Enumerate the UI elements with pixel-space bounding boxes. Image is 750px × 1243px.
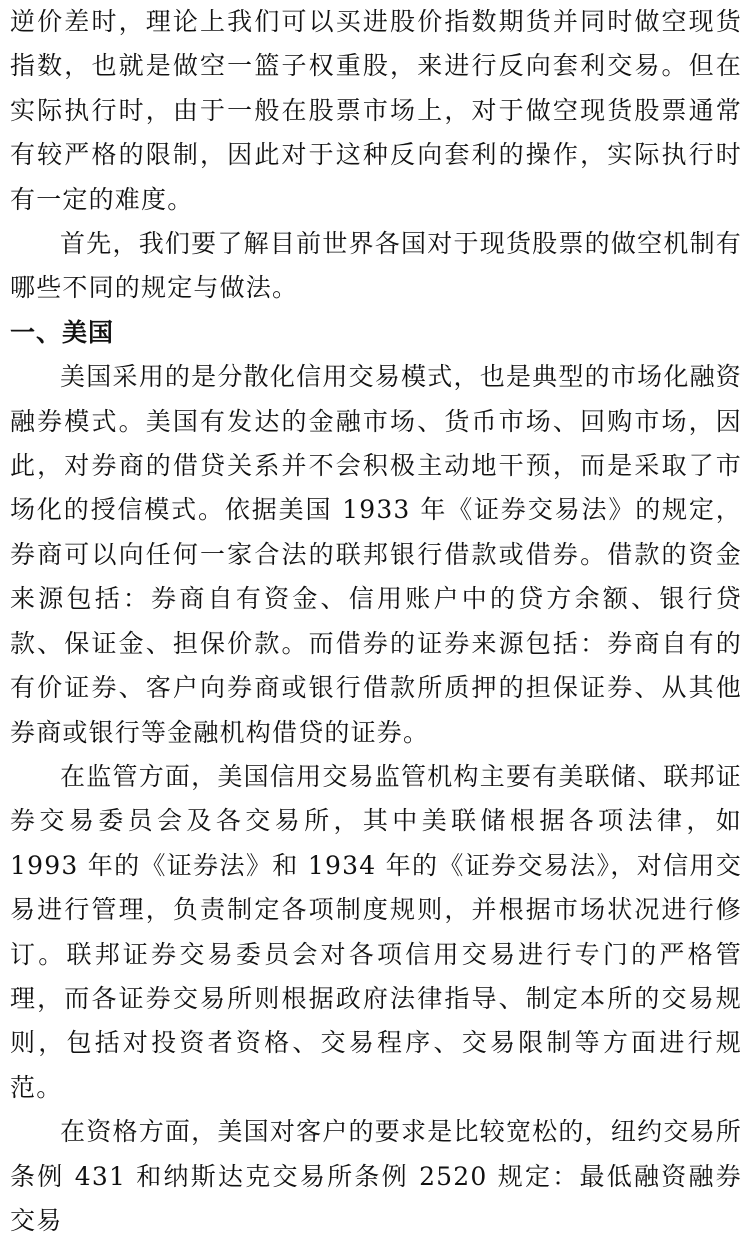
paragraph-usa-credit-model: 美国采用的是分散化信用交易模式，也是典型的市场化融资融券模式。美国有发达的金融市场、货币市场、回购市场，因此，对券商的借贷关系并不会积极主动地干预，而是采取了市场化的授信模式。依据美国 1933 年《证券交易法》的规定，券商可以向任何一家合法的联邦银行借款或借券。借款的资金来源包括：券商自有资金、信用账户中的贷方余额、银行贷款、保证金、担保价款。而借券的证券来源包括：券商自有的有价证券、客户向券商或银行借款所质押的担保证券、从其他券商或银行等金融机构借贷的证券。 [10,362,742,747]
document-page [10,0,742,1243]
paragraph-usa-qualification: 在资格方面，美国对客户的要求是比较宽松的，纽约交易所条例 431 和纳斯达克交易所条例 2520 规定：最低融资融券交易 [10,1117,742,1235]
section-heading-usa: 一、美国 [10,317,115,347]
paragraph-short-selling-intro: 首先，我们要了解目前世界各国对于现货股票的做空机制有哪些不同的规定与做法。 [10,229,742,303]
paragraph-reverse-arbitrage: 逆价差时，理论上我们可以买进股价指数期货并同时做空现货指数，也就是做空一篮子权重股，来进行反向套利交易。但在实际执行时，由于一般在股票市场上，对于做空现货股票通常有较严格的限制，因此对于这种反向套利的操作，实际执行时有一定的难度。 [10,7,742,214]
paragraph-usa-regulation: 在监管方面，美国信用交易监管机构主要有美联储、联邦证券交易委员会及各交易所，其中美联储根据各项法律，如 1993 年的《证券法》和 1934 年的《证券交易法》，对信用交易进行管理，负责制定各项制度规则，并根据市场状况进行修订。联邦证券交易委员会对各项信用交易进行专门的严格管理，而各证券交易所则根据政府法律指导、制定本所的交易规则，包括对投资者资格、交易程序、交易限制等方面进行规范。 [10,761,742,1102]
